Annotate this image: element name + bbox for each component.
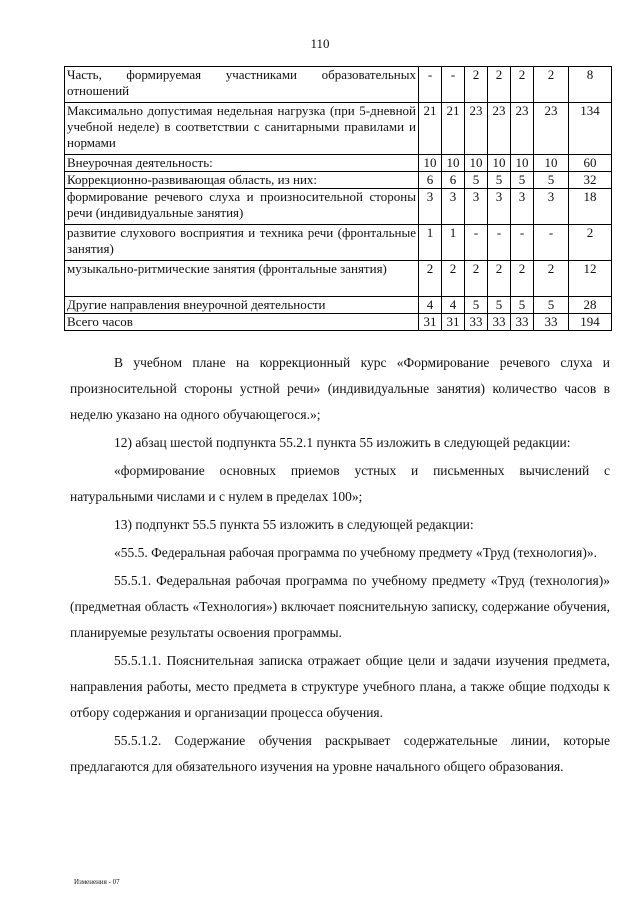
- paragraph: «формирование основных приемов устных и письменных вычислений с натуральными числами и с нулем в пределах 100»;: [70, 463, 610, 504]
- row-label: Часть, формируемая участниками образовательных отношений: [65, 67, 419, 103]
- study-plan-table: [64, 66, 612, 331]
- document-body: [70, 350, 610, 780]
- hours-cell: 33: [465, 314, 488, 331]
- hours-cell: -: [419, 67, 442, 103]
- hours-cell: 2: [419, 261, 442, 297]
- hours-cell: 5: [511, 297, 534, 314]
- hours-cell: 5: [534, 172, 569, 189]
- hours-cell: 5: [534, 297, 569, 314]
- paragraph: 13) подпункт 55.5 пункта 55 изложить в следующей редакции:: [114, 517, 474, 532]
- hours-cell: 3: [534, 189, 569, 225]
- hours-cell: 6: [419, 172, 442, 189]
- paragraph: «55.5. Федеральная рабочая программа по учебному предмету «Труд (технология)».: [114, 545, 597, 560]
- row-label: развитие слухового восприятия и техника речи (фронтальные занятия): [65, 225, 419, 261]
- hours-cell: 3: [419, 189, 442, 225]
- hours-cell: 134: [569, 103, 612, 155]
- paragraph: В учебном плане на коррекционный курс «Формирование речевого слуха и произносительной стороны устной речи» (индивидуальные занятия) количество часов в неделю указано на одного обучающегося.»;: [70, 355, 610, 422]
- hours-cell: 6: [442, 172, 465, 189]
- table-row: [65, 297, 612, 314]
- hours-cell: 21: [419, 103, 442, 155]
- hours-cell: 5: [465, 172, 488, 189]
- hours-cell: 23: [511, 103, 534, 155]
- hours-cell: 2: [465, 261, 488, 297]
- hours-cell: 8: [569, 67, 612, 103]
- row-label: формирование речевого слуха и произносительной стороны речи (индивидуальные занятия): [65, 189, 419, 225]
- paragraph: 55.5.1.2. Содержание обучения раскрывает содержательные линии, которые предлагаются для обязательного изучения на уровне начального общего образования.: [70, 733, 610, 774]
- row-label: Коррекционно-развивающая область, из них:: [65, 172, 419, 189]
- hours-cell: 10: [419, 155, 442, 172]
- page-number: 110: [310, 36, 330, 51]
- hours-cell: 4: [419, 297, 442, 314]
- paragraph: 55.5.1.1. Пояснительная записка отражает общие цели и задачи изучения предмета, направления работы, место предмета в структуре учебного плана, а также общие подходы к отбору содержания и организации процесса обучения.: [70, 653, 610, 720]
- row-label: музыкально-ритмические занятия (фронтальные занятия): [65, 261, 419, 297]
- hours-cell: 5: [465, 297, 488, 314]
- table-row: [65, 172, 612, 189]
- hours-cell: 5: [511, 172, 534, 189]
- hours-cell: -: [465, 225, 488, 261]
- hours-cell: 23: [488, 103, 511, 155]
- paragraph: 55.5.1. Федеральная рабочая программа по учебному предмету «Труд (технология)» (предметная область «Технология») включает пояснительную записку, содержание обучения, планируемые результаты освоения программы.: [70, 573, 610, 640]
- hours-cell: -: [488, 225, 511, 261]
- hours-cell: 2: [534, 261, 569, 297]
- hours-cell: 10: [442, 155, 465, 172]
- hours-cell: 3: [442, 189, 465, 225]
- hours-cell: 2: [569, 225, 612, 261]
- hours-cell: 10: [465, 155, 488, 172]
- row-label: Всего часов: [65, 314, 419, 331]
- table-row: [65, 225, 612, 261]
- hours-cell: 18: [569, 189, 612, 225]
- table-row: [65, 103, 612, 155]
- hours-cell: 2: [488, 67, 511, 103]
- hours-cell: 2: [442, 261, 465, 297]
- hours-cell: 1: [442, 225, 465, 261]
- hours-cell: -: [534, 225, 569, 261]
- hours-cell: 3: [488, 189, 511, 225]
- hours-cell: 10: [511, 155, 534, 172]
- hours-cell: 2: [465, 67, 488, 103]
- hours-cell: 5: [488, 172, 511, 189]
- hours-cell: -: [511, 225, 534, 261]
- hours-cell: 3: [465, 189, 488, 225]
- hours-cell: 10: [488, 155, 511, 172]
- hours-cell: 31: [419, 314, 442, 331]
- hours-cell: 33: [488, 314, 511, 331]
- hours-cell: 23: [465, 103, 488, 155]
- hours-cell: 32: [569, 172, 612, 189]
- hours-cell: -: [442, 67, 465, 103]
- hours-cell: 3: [511, 189, 534, 225]
- table-row: [65, 67, 612, 103]
- hours-cell: 2: [534, 67, 569, 103]
- hours-cell: 1: [419, 225, 442, 261]
- hours-cell: 12: [569, 261, 612, 297]
- paragraph: 12) абзац шестой подпункта 55.2.1 пункта 55 изложить в следующей редакции:: [114, 435, 571, 450]
- hours-cell: 10: [534, 155, 569, 172]
- table-row: [65, 261, 612, 297]
- footer-note: Изменения - 07: [74, 878, 120, 886]
- hours-cell: 33: [534, 314, 569, 331]
- hours-cell: 2: [511, 67, 534, 103]
- hours-cell: 21: [442, 103, 465, 155]
- hours-cell: 23: [534, 103, 569, 155]
- hours-cell: 28: [569, 297, 612, 314]
- hours-cell: 2: [511, 261, 534, 297]
- hours-cell: 4: [442, 297, 465, 314]
- table-row: [65, 189, 612, 225]
- hours-cell: 33: [511, 314, 534, 331]
- table-row: [65, 314, 612, 331]
- hours-cell: 31: [442, 314, 465, 331]
- row-label: Другие направления внеурочной деятельности: [65, 297, 419, 314]
- hours-cell: 5: [488, 297, 511, 314]
- hours-cell: 194: [569, 314, 612, 331]
- table-row: [65, 155, 612, 172]
- hours-cell: 60: [569, 155, 612, 172]
- hours-cell: 2: [488, 261, 511, 297]
- row-label: Максимально допустимая недельная нагрузка (при 5-дневной учебной неделе) в соответствии с санитарными правилами и нормами: [65, 103, 419, 155]
- row-label: Внеурочная деятельность:: [65, 155, 419, 172]
